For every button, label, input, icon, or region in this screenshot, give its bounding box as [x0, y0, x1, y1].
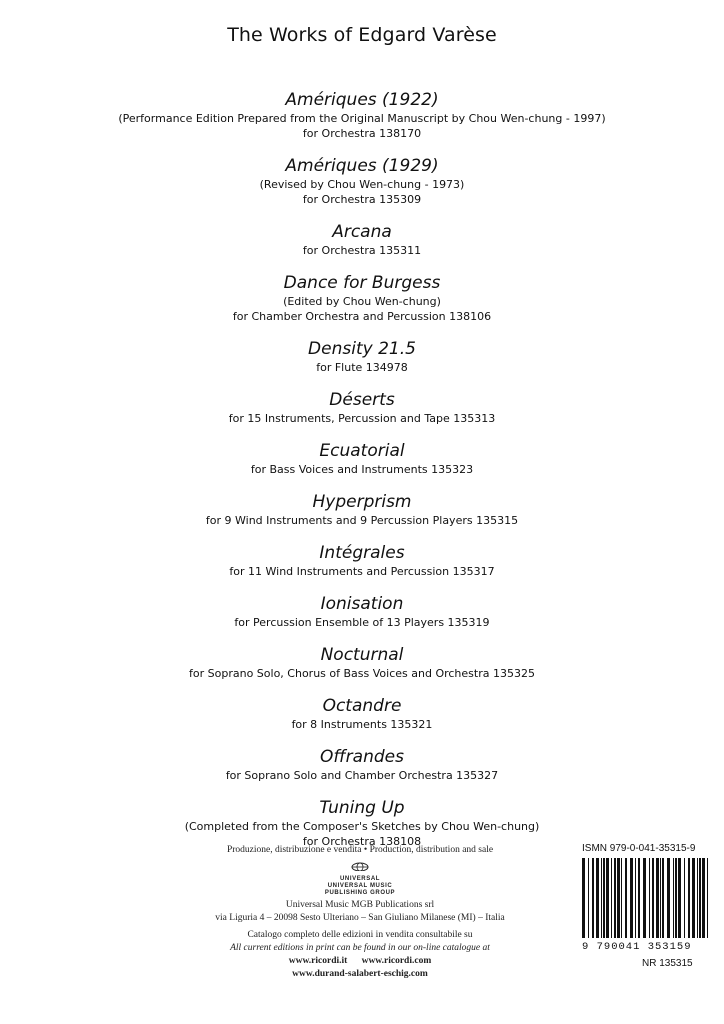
- web-links: [190, 955, 530, 968]
- work-entry: [0, 90, 724, 141]
- catalog-en: All current editions in print can be found in our on-line catalogue at: [230, 943, 490, 953]
- barcode-bar: [601, 858, 602, 946]
- page-title: The Works of Edgard Varèse: [227, 24, 497, 46]
- barcode-bar: [660, 858, 661, 946]
- work-title: Density 21.5: [308, 339, 416, 359]
- barcode-bar: [638, 858, 640, 946]
- work-title: Ionisation: [320, 594, 404, 614]
- barcode-bar: [692, 858, 695, 946]
- work-detail: for Soprano Solo, Chorus of Bass Voices and Orchestra 135325: [189, 667, 535, 680]
- barcode-bar: [652, 858, 654, 946]
- nr-number: NR 135315: [642, 958, 693, 969]
- barcode-bar: [697, 858, 698, 946]
- barcode-bar: [592, 858, 594, 946]
- logo-text-1: UNIVERSAL: [339, 876, 381, 882]
- work-detail: (Revised by Chou Wen-chung - 1973): [259, 178, 465, 191]
- work-title: Arcana: [332, 222, 392, 242]
- barcode-image: [578, 858, 712, 954]
- barcode-bar: [656, 858, 659, 946]
- barcode-bar: [606, 858, 609, 946]
- barcode-bar: [702, 858, 705, 946]
- publisher-footer: [190, 844, 530, 981]
- ismn-number: ISMN 979-0-041-35315-9: [582, 843, 696, 854]
- work-entry: [0, 390, 724, 426]
- work-entry: [0, 222, 724, 258]
- distribution-line: Produzione, distribuzione e vendita • Production, distribution and sale: [226, 845, 494, 855]
- work-detail: for 15 Instruments, Percussion and Tape 135313: [228, 412, 496, 425]
- work-detail: for Soprano Solo and Chamber Orchestra 135327: [225, 769, 499, 782]
- barcode-bar: [596, 858, 599, 946]
- work-detail: for Chamber Orchestra and Percussion 138106: [232, 310, 492, 323]
- work-detail: for Flute 134978: [316, 361, 408, 374]
- work-detail: for 8 Instruments 135321: [291, 718, 433, 731]
- work-title: Octandre: [322, 696, 402, 716]
- barcode-bar: [649, 858, 650, 946]
- barcode-bar: [617, 858, 620, 946]
- globe-icon: [350, 861, 370, 871]
- barcode-bar: [699, 858, 701, 946]
- work-title: Offrandes: [320, 747, 404, 767]
- work-entry: [0, 339, 724, 375]
- barcode-bar: [621, 858, 622, 946]
- barcode-bar: [707, 858, 708, 946]
- work-entry: [0, 156, 724, 207]
- work-title: Ecuatorial: [319, 441, 405, 461]
- work-detail: for Percussion Ensemble of 13 Players 135319: [234, 616, 490, 629]
- publisher-address: via Liguria 4 – 20098 Sesto Ulteriano – San Giuliano Milanese (MI) – Italia: [215, 913, 505, 923]
- barcode-bar: [643, 858, 646, 946]
- catalog-it: Catalogo completo delle edizioni in vendita consultabile su: [247, 930, 473, 940]
- barcode-bar: [635, 858, 636, 946]
- barcode-bar: [582, 858, 585, 946]
- web-link-ricordi-com[interactable]: www.ricordi.com: [361, 956, 432, 966]
- work-title: Dance for Burgess: [283, 273, 441, 293]
- barcode-bar: [630, 858, 633, 946]
- work-detail: (Edited by Chou Wen-chung): [283, 295, 441, 308]
- work-title: Hyperprism: [312, 492, 412, 512]
- work-entry: [0, 441, 724, 477]
- work-detail: for Orchestra 138108: [302, 835, 422, 848]
- work-entry: [0, 747, 724, 783]
- work-title: Amériques (1922): [285, 90, 439, 110]
- work-title: Amériques (1929): [285, 156, 439, 176]
- publisher-name: Universal Music MGB Publications srl: [285, 900, 435, 910]
- barcode-bar: [673, 858, 674, 946]
- barcode-bar: [588, 858, 589, 946]
- barcode-bar: [675, 858, 677, 946]
- logo-text-2: UNIVERSAL MUSIC: [327, 883, 393, 889]
- work-detail: for Orchestra 135311: [302, 244, 422, 257]
- work-detail: for 11 Wind Instruments and Percussion 135317: [229, 565, 495, 578]
- logo-text-3: PUBLISHING GROUP: [324, 890, 396, 896]
- works-list: [0, 90, 724, 864]
- work-title: Tuning Up: [319, 798, 405, 818]
- barcode-bar: [614, 858, 616, 946]
- work-entry: [0, 273, 724, 324]
- work-entry: [0, 696, 724, 732]
- barcode-bar: [684, 858, 685, 946]
- web-link-durand[interactable]: www.durand-salabert-eschig.com: [292, 969, 428, 979]
- work-detail: (Performance Edition Prepared from the Original Manuscript by Chou Wen-chung - 1997): [118, 112, 606, 125]
- work-entry: [0, 492, 724, 528]
- work-detail: for Orchestra 135309: [302, 193, 422, 206]
- work-title: Déserts: [329, 390, 395, 410]
- work-entry: [0, 645, 724, 681]
- work-entry: [0, 594, 724, 630]
- barcode-bar: [678, 858, 681, 946]
- work-detail: for Bass Voices and Instruments 135323: [250, 463, 474, 476]
- work-title: Nocturnal: [320, 645, 404, 665]
- barcode-block: [578, 843, 718, 969]
- universal-music-logo: [300, 861, 420, 897]
- barcode-bar: [625, 858, 627, 946]
- barcode-bar: [662, 858, 664, 946]
- barcode-bar: [603, 858, 605, 946]
- barcode-bar: [667, 858, 670, 946]
- work-title: Intégrales: [319, 543, 405, 563]
- barcode-digits: 9 790041 353159: [582, 941, 692, 953]
- web-link-ricordi-it[interactable]: www.ricordi.it: [288, 956, 348, 966]
- work-detail: (Completed from the Composer's Sketches by Chou Wen-chung): [184, 820, 540, 833]
- barcode-bar: [611, 858, 612, 946]
- work-detail: for 9 Wind Instruments and 9 Percussion Players 135315: [205, 514, 519, 527]
- barcode-bar: [688, 858, 690, 946]
- work-entry: [0, 543, 724, 579]
- work-entry: [0, 798, 724, 849]
- work-detail: for Orchestra 138170: [302, 127, 422, 140]
